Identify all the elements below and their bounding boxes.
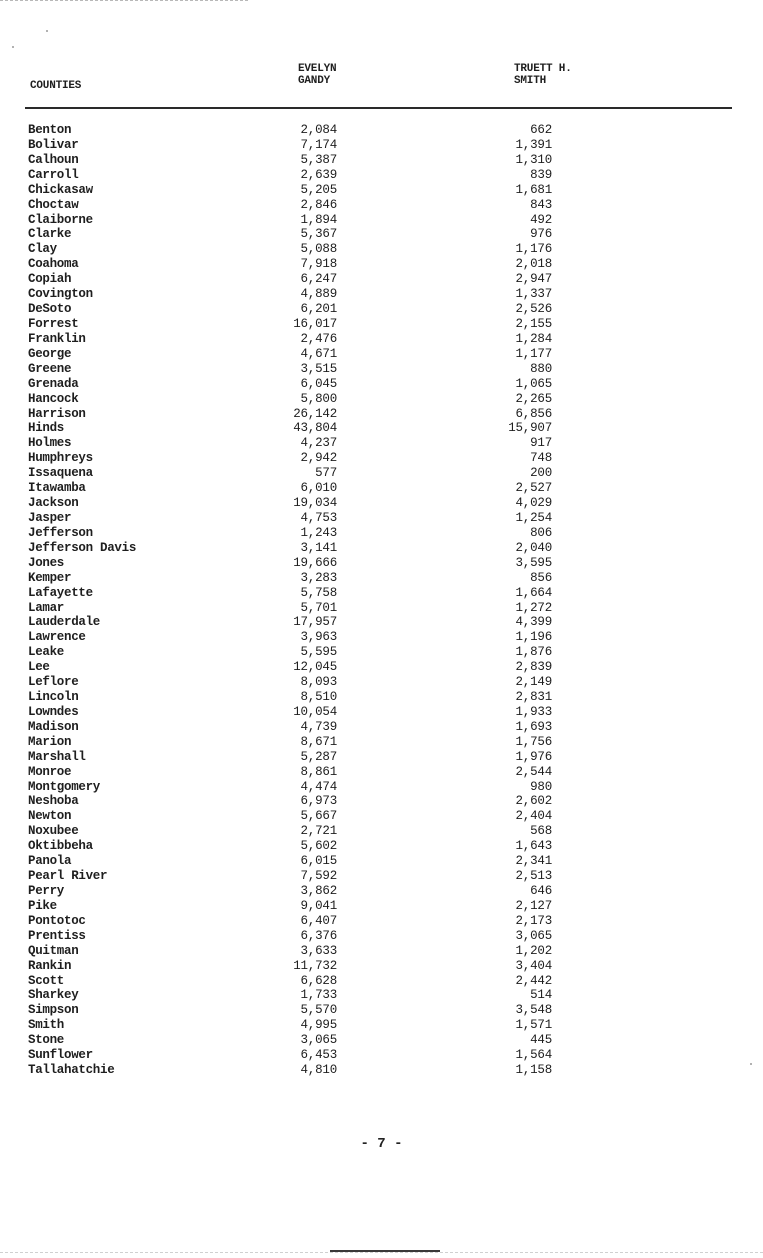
table-row [0, 242, 763, 257]
table-row [0, 257, 763, 272]
county-name: Forrest [28, 316, 79, 331]
gandy-votes: 6,407 [300, 913, 337, 928]
county-name: Pike [28, 898, 57, 913]
table-row [0, 571, 763, 586]
table-row [0, 854, 763, 869]
county-name: Newton [28, 809, 72, 824]
county-name: Issaquena [28, 466, 93, 481]
gandy-votes: 4,753 [300, 510, 337, 525]
county-name: Rankin [28, 958, 72, 973]
table-row [0, 944, 763, 959]
county-name: Leflore [28, 675, 79, 690]
table-row [0, 899, 763, 914]
smith-votes: 806 [530, 525, 552, 540]
county-name: Simpson [28, 1003, 79, 1018]
smith-votes: 1,876 [515, 645, 552, 660]
gandy-votes: 3,963 [300, 630, 337, 645]
table-row [0, 705, 763, 720]
table-row [0, 794, 763, 809]
gandy-votes: 3,283 [300, 570, 337, 585]
county-name: DeSoto [28, 302, 72, 317]
gandy-votes: 8,861 [300, 764, 337, 779]
table-row [0, 451, 763, 466]
gandy-votes: 43,804 [293, 421, 337, 436]
table-row [0, 138, 763, 153]
gandy-votes: 6,453 [300, 1048, 337, 1063]
header-smith-line-1: TRUETT H. [514, 63, 572, 75]
table-row [0, 198, 763, 213]
table-row [0, 884, 763, 899]
county-name: Benton [28, 123, 72, 137]
table-row [0, 586, 763, 601]
county-name: Claiborne [28, 212, 93, 227]
county-name: Itawamba [28, 481, 86, 496]
scan-speck [12, 46, 14, 48]
table-row [0, 660, 763, 675]
county-name: Greene [28, 361, 72, 376]
smith-votes: 2,544 [515, 764, 552, 779]
gandy-votes: 7,174 [300, 137, 337, 152]
smith-votes: 1,756 [515, 734, 552, 749]
table-row [0, 153, 763, 168]
county-name: Clay [28, 242, 57, 257]
header-counties: COUNTIES [30, 80, 82, 92]
gandy-votes: 577 [315, 466, 337, 481]
table-row [0, 914, 763, 929]
county-name: Calhoun [28, 152, 79, 167]
gandy-votes: 2,721 [300, 824, 337, 839]
smith-votes: 646 [530, 884, 552, 899]
table-row [0, 183, 763, 198]
table-row [0, 959, 763, 974]
gandy-votes: 12,045 [293, 660, 337, 675]
county-name: Humphreys [28, 451, 93, 466]
table-row [0, 988, 763, 1003]
county-name: Lafayette [28, 585, 93, 600]
smith-votes: 2,839 [515, 660, 552, 675]
smith-votes: 1,158 [515, 1063, 552, 1078]
gandy-votes: 3,862 [300, 884, 337, 899]
gandy-votes: 4,889 [300, 287, 337, 302]
county-name: Grenada [28, 376, 79, 391]
table-row [0, 1003, 763, 1018]
table-row [0, 541, 763, 556]
gandy-votes: 19,034 [293, 496, 337, 511]
gandy-votes: 5,367 [300, 227, 337, 242]
gandy-votes: 9,041 [300, 898, 337, 913]
smith-votes: 1,254 [515, 510, 552, 525]
gandy-votes: 6,010 [300, 481, 337, 496]
smith-votes: 445 [530, 1033, 552, 1048]
smith-votes: 980 [530, 779, 552, 794]
county-name: Carroll [28, 167, 79, 182]
gandy-votes: 4,810 [300, 1063, 337, 1078]
table-row [0, 317, 763, 332]
smith-votes: 1,202 [515, 943, 552, 958]
gandy-votes: 6,045 [300, 376, 337, 391]
smith-votes: 2,831 [515, 690, 552, 705]
table-row [0, 809, 763, 824]
smith-votes: 2,602 [515, 794, 552, 809]
gandy-votes: 5,758 [300, 585, 337, 600]
smith-votes: 568 [530, 824, 552, 839]
county-name: Pearl River [28, 869, 108, 884]
gandy-votes: 1,243 [300, 525, 337, 540]
county-name: Stone [28, 1033, 65, 1048]
smith-votes: 1,693 [515, 719, 552, 734]
gandy-votes: 6,376 [300, 928, 337, 943]
table-row [0, 615, 763, 630]
gandy-votes: 11,732 [293, 958, 337, 973]
table-row [0, 421, 763, 436]
smith-votes: 1,272 [515, 600, 552, 615]
table-row [0, 511, 763, 526]
smith-votes: 1,310 [515, 152, 552, 167]
county-name: Lamar [28, 600, 65, 615]
gandy-votes: 2,476 [300, 331, 337, 346]
gandy-votes: 7,918 [300, 257, 337, 272]
smith-votes: 2,018 [515, 257, 552, 272]
county-name: Holmes [28, 436, 72, 451]
county-name: Monroe [28, 764, 72, 779]
gandy-votes: 6,628 [300, 973, 337, 988]
county-name: Smith [28, 1018, 65, 1033]
table-row [0, 974, 763, 989]
gandy-votes: 1,894 [300, 212, 337, 227]
table-row [0, 481, 763, 496]
county-name: Jackson [28, 496, 79, 511]
smith-votes: 1,681 [515, 182, 552, 197]
county-name: Lowndes [28, 704, 79, 719]
county-name: Jefferson Davis [28, 540, 137, 555]
smith-votes: 2,526 [515, 302, 552, 317]
table-row [0, 362, 763, 377]
smith-votes: 2,404 [515, 809, 552, 824]
county-name: Clarke [28, 227, 72, 242]
gandy-votes: 2,084 [300, 123, 337, 137]
county-name: Jefferson [28, 525, 93, 540]
gandy-votes: 5,387 [300, 152, 337, 167]
table-row [0, 869, 763, 884]
smith-votes: 748 [530, 451, 552, 466]
table-row [0, 645, 763, 660]
header-divider [25, 107, 732, 109]
table-row [0, 227, 763, 242]
gandy-votes: 5,800 [300, 391, 337, 406]
gandy-votes: 6,247 [300, 272, 337, 287]
county-name: Scott [28, 973, 65, 988]
table-row [0, 496, 763, 511]
table-row [0, 690, 763, 705]
table-row [0, 750, 763, 765]
county-name: Chickasaw [28, 182, 93, 197]
county-name: Oktibbeha [28, 839, 93, 854]
results-table [0, 123, 763, 1078]
gandy-votes: 2,846 [300, 197, 337, 212]
smith-votes: 2,442 [515, 973, 552, 988]
smith-votes: 1,571 [515, 1018, 552, 1033]
smith-votes: 1,933 [515, 704, 552, 719]
table-row [0, 213, 763, 228]
county-name: Jones [28, 555, 65, 570]
table-row [0, 123, 763, 138]
table-row [0, 1033, 763, 1048]
county-name: Sunflower [28, 1048, 93, 1063]
smith-votes: 880 [530, 361, 552, 376]
gandy-votes: 10,054 [293, 704, 337, 719]
header-smith-line-2: SMITH [514, 75, 547, 87]
county-name: Pontotoc [28, 913, 86, 928]
smith-votes: 2,513 [515, 869, 552, 884]
gandy-votes: 19,666 [293, 555, 337, 570]
county-name: Lee [28, 660, 50, 675]
smith-votes: 2,040 [515, 540, 552, 555]
smith-votes: 843 [530, 197, 552, 212]
smith-votes: 1,643 [515, 839, 552, 854]
smith-votes: 2,527 [515, 481, 552, 496]
smith-votes: 917 [530, 436, 552, 451]
gandy-votes: 5,205 [300, 182, 337, 197]
table-row [0, 347, 763, 362]
county-name: Montgomery [28, 779, 101, 794]
smith-votes: 3,595 [515, 555, 552, 570]
header-gandy-line-1: EVELYN [298, 63, 337, 75]
table-row [0, 1018, 763, 1033]
county-name: Quitman [28, 943, 79, 958]
table-row [0, 392, 763, 407]
table-row [0, 824, 763, 839]
smith-votes: 4,399 [515, 615, 552, 630]
gandy-votes: 5,701 [300, 600, 337, 615]
table-row [0, 526, 763, 541]
county-name: Perry [28, 884, 65, 899]
table-row [0, 929, 763, 944]
smith-votes: 2,149 [515, 675, 552, 690]
county-name: Leake [28, 645, 65, 660]
gandy-votes: 4,995 [300, 1018, 337, 1033]
gandy-votes: 5,088 [300, 242, 337, 257]
table-row [0, 765, 763, 780]
smith-votes: 2,155 [515, 316, 552, 331]
smith-votes: 15,907 [508, 421, 552, 436]
gandy-votes: 8,510 [300, 690, 337, 705]
gandy-votes: 4,237 [300, 436, 337, 451]
county-name: Jasper [28, 510, 72, 525]
gandy-votes: 3,141 [300, 540, 337, 555]
table-row [0, 601, 763, 616]
table-row [0, 675, 763, 690]
smith-votes: 3,065 [515, 928, 552, 943]
table-row [0, 377, 763, 392]
gandy-votes: 5,667 [300, 809, 337, 824]
smith-votes: 839 [530, 167, 552, 182]
smith-votes: 856 [530, 570, 552, 585]
bottom-scan-edge [0, 1252, 763, 1253]
gandy-votes: 6,973 [300, 794, 337, 809]
gandy-votes: 16,017 [293, 316, 337, 331]
county-name: Harrison [28, 406, 86, 421]
gandy-votes: 5,287 [300, 749, 337, 764]
county-name: Lauderdale [28, 615, 101, 630]
smith-votes: 2,127 [515, 898, 552, 913]
county-name: Lawrence [28, 630, 86, 645]
smith-votes: 2,265 [515, 391, 552, 406]
smith-votes: 976 [530, 227, 552, 242]
gandy-votes: 3,065 [300, 1033, 337, 1048]
table-row [0, 436, 763, 451]
smith-votes: 1,177 [515, 346, 552, 361]
county-name: Kemper [28, 570, 72, 585]
gandy-votes: 5,595 [300, 645, 337, 660]
smith-votes: 3,548 [515, 1003, 552, 1018]
county-name: Panola [28, 854, 72, 869]
table-row [0, 1048, 763, 1063]
gandy-votes: 4,474 [300, 779, 337, 794]
table-row [0, 287, 763, 302]
smith-votes: 2,341 [515, 854, 552, 869]
smith-votes: 1,391 [515, 137, 552, 152]
county-name: Noxubee [28, 824, 79, 839]
bottom-scan-mark [330, 1250, 440, 1252]
smith-votes: 1,065 [515, 376, 552, 391]
table-row [0, 720, 763, 735]
smith-votes: 514 [530, 988, 552, 1003]
county-name: Sharkey [28, 988, 79, 1003]
smith-votes: 1,284 [515, 331, 552, 346]
smith-votes: 492 [530, 212, 552, 227]
table-row [0, 332, 763, 347]
county-name: Prentiss [28, 928, 86, 943]
county-name: Madison [28, 719, 79, 734]
gandy-votes: 17,957 [293, 615, 337, 630]
table-row [0, 407, 763, 422]
gandy-votes: 4,739 [300, 719, 337, 734]
table-row [0, 556, 763, 571]
table-row [0, 466, 763, 481]
page-number: - 7 - [360, 1136, 403, 1152]
county-name: Franklin [28, 331, 86, 346]
gandy-votes: 8,093 [300, 675, 337, 690]
table-row [0, 168, 763, 183]
header-candidate-smith [514, 63, 572, 87]
county-name: George [28, 346, 72, 361]
smith-votes: 1,196 [515, 630, 552, 645]
county-name: Hinds [28, 421, 65, 436]
county-name: Covington [28, 287, 93, 302]
table-row [0, 735, 763, 750]
header-candidate-gandy [298, 63, 336, 87]
county-name: Marshall [28, 749, 86, 764]
top-scan-edge [0, 0, 248, 1]
scan-speck [46, 30, 48, 32]
smith-votes: 1,664 [515, 585, 552, 600]
gandy-votes: 3,633 [300, 943, 337, 958]
smith-votes: 4,029 [515, 496, 552, 511]
smith-votes: 2,947 [515, 272, 552, 287]
county-name: Hancock [28, 391, 79, 406]
county-name: Lincoln [28, 690, 79, 705]
smith-votes: 200 [530, 466, 552, 481]
smith-votes: 2,173 [515, 913, 552, 928]
table-row [0, 780, 763, 795]
smith-votes: 1,176 [515, 242, 552, 257]
table-row [0, 272, 763, 287]
smith-votes: 662 [530, 123, 552, 137]
county-name: Choctaw [28, 197, 79, 212]
county-name: Bolivar [28, 137, 79, 152]
county-name: Coahoma [28, 257, 79, 272]
gandy-votes: 8,671 [300, 734, 337, 749]
table-row [0, 302, 763, 317]
county-name: Copiah [28, 272, 72, 287]
gandy-votes: 5,602 [300, 839, 337, 854]
gandy-votes: 5,570 [300, 1003, 337, 1018]
gandy-votes: 6,201 [300, 302, 337, 317]
gandy-votes: 3,515 [300, 361, 337, 376]
smith-votes: 1,337 [515, 287, 552, 302]
table-row [0, 630, 763, 645]
smith-votes: 1,976 [515, 749, 552, 764]
smith-votes: 1,564 [515, 1048, 552, 1063]
county-name: Marion [28, 734, 72, 749]
smith-votes: 3,404 [515, 958, 552, 973]
table-row [0, 1063, 763, 1078]
gandy-votes: 2,639 [300, 167, 337, 182]
gandy-votes: 4,671 [300, 346, 337, 361]
gandy-votes: 2,942 [300, 451, 337, 466]
gandy-votes: 7,592 [300, 869, 337, 884]
gandy-votes: 6,015 [300, 854, 337, 869]
gandy-votes: 26,142 [293, 406, 337, 421]
gandy-votes: 1,733 [300, 988, 337, 1003]
header-gandy-line-2: GANDY [298, 75, 331, 87]
county-name: Tallahatchie [28, 1063, 115, 1078]
county-name: Neshoba [28, 794, 79, 809]
table-row [0, 839, 763, 854]
smith-votes: 6,856 [515, 406, 552, 421]
